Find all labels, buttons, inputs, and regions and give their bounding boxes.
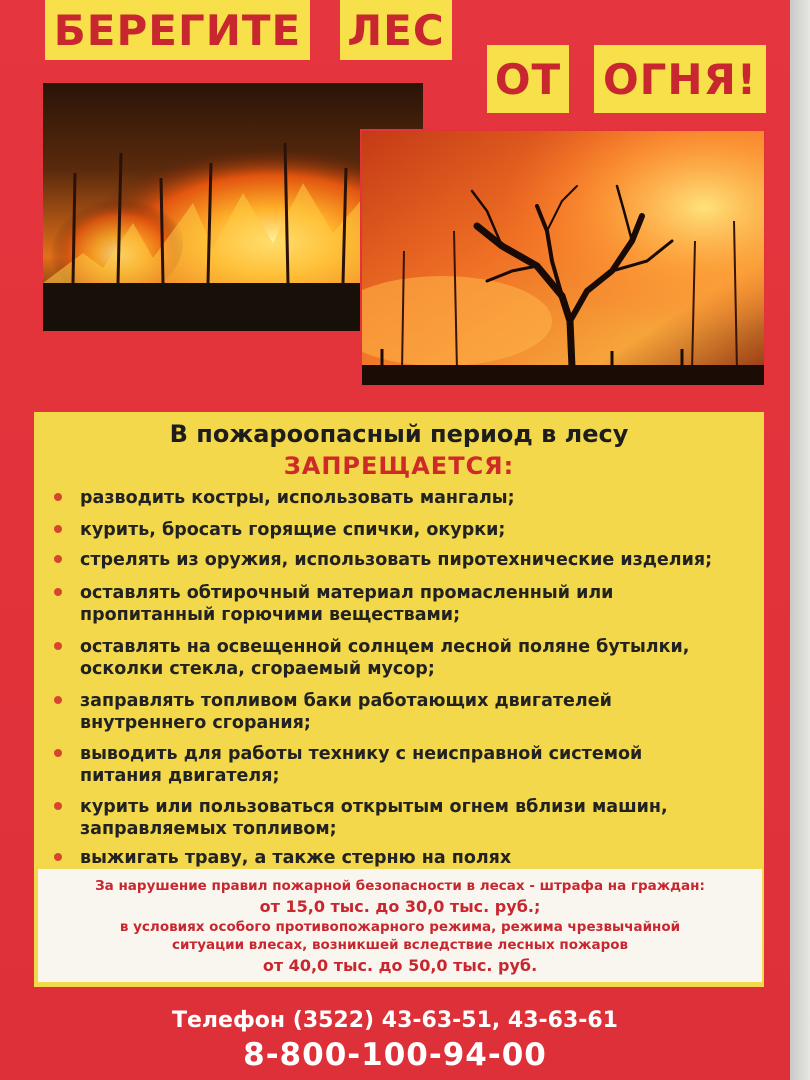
rule-text: оставлять обтирочный материал промасленный или пропитанный горючими веществами; <box>80 583 614 625</box>
title-word-les: ЛЕС <box>340 0 452 60</box>
rule-item <box>54 487 754 509</box>
rule-item <box>54 549 754 571</box>
bullet-dot-icon <box>54 696 62 704</box>
rule-item <box>54 796 754 840</box>
rule-text: выводить для работы технику с неисправной системой питания двигателя; <box>80 744 643 786</box>
fine-amount-regular: от 15,0 тыс. до 30,0 тыс. руб.; <box>259 897 541 916</box>
bullet-dot-icon <box>54 802 62 810</box>
rule-text: стрелять из оружия, использовать пиротехнические изделия; <box>80 550 713 570</box>
panel-heading: В пожароопасный период в лесу <box>169 420 629 448</box>
rule-item <box>54 636 754 680</box>
title-word-ognya: ОГНЯ! <box>594 45 766 113</box>
title-word-beregite: БЕРЕГИТЕ <box>45 0 310 60</box>
rule-text: заправлять топливом баки работающих двигателей внутреннего сгорания; <box>80 691 612 733</box>
rule-item <box>54 519 754 541</box>
bullet-dot-icon <box>54 555 62 563</box>
rule-text: оставлять на освещенной солнцем лесной поляне бутылки, осколки стекла, сгораемый мусор; <box>80 637 690 679</box>
hotline-number: 8-800-100-94-00 <box>243 1037 547 1073</box>
rule-text: курить или пользоваться открытым огнем вблизи машин, заправляемых топливом; <box>80 797 668 839</box>
rule-text: выжигать траву, а также стерню на полях <box>80 848 512 868</box>
bullet-dot-icon <box>54 642 62 650</box>
fine-notice-line: ситуации влесах, возникшей вследствие лесных пожаров <box>171 937 629 953</box>
title-word-ot: ОТ <box>487 45 569 113</box>
fine-notice-line: За нарушение правил пожарной безопасности в лесах - штрафа на граждан: <box>95 878 705 894</box>
fine-amount-special: от 40,0 тыс. до 50,0 тыс. руб. <box>262 956 538 975</box>
bullet-dot-icon <box>54 749 62 757</box>
rule-text: разводить костры, использовать мангалы; <box>80 488 515 508</box>
burning-tree-photo-right <box>362 131 764 385</box>
wall-background <box>790 0 810 1080</box>
bullet-dot-icon <box>54 525 62 533</box>
prohibitions-panel <box>34 412 764 987</box>
panel-subheading: ЗАПРЕЩАЕТСЯ: <box>283 452 515 480</box>
rule-item <box>54 582 754 626</box>
phone-numbers: Телефон (3522) 43-63-51, 43-63-61 <box>172 1008 618 1033</box>
rule-item <box>54 847 754 869</box>
fine-notice <box>38 869 762 982</box>
bullet-dot-icon <box>54 588 62 596</box>
bullet-dot-icon <box>54 853 62 861</box>
rule-item <box>54 743 754 787</box>
rule-text: курить, бросать горящие спички, окурки; <box>80 520 506 540</box>
bullet-dot-icon <box>54 493 62 501</box>
rule-item <box>54 690 754 734</box>
fine-notice-line: в условиях особого противопожарного режима, режима чрезвычайной <box>119 919 681 935</box>
